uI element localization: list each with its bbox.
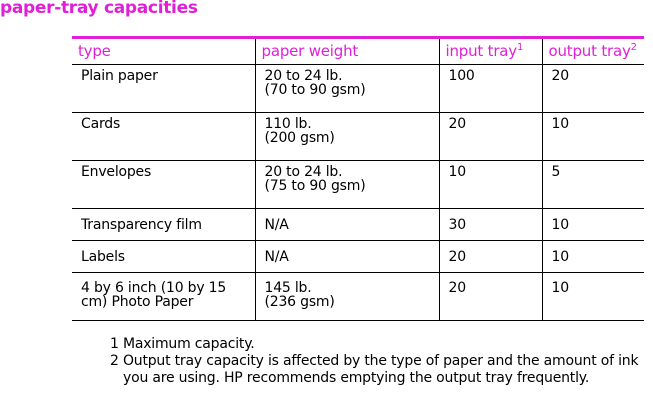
- cell-weight: 110 lb. (200 gsm): [255, 113, 439, 161]
- cell-output: 10: [542, 241, 644, 273]
- cell-type: 4 by 6 inch (10 by 15 cm) Photo Paper: [72, 273, 255, 321]
- cell-output: 20: [542, 65, 644, 113]
- footnote-ref-1: 1: [516, 42, 524, 53]
- capacity-table: [72, 36, 644, 321]
- cell-type: Cards: [72, 113, 255, 161]
- table-row: [72, 273, 644, 321]
- table-row: [72, 209, 644, 241]
- cell-weight: 20 to 24 lb. (70 to 90 gsm): [255, 65, 439, 113]
- header-input-tray: input tray$^1$: [439, 39, 542, 65]
- page-title: paper-tray capacities: [0, 0, 198, 18]
- cell-input: 100: [439, 65, 542, 113]
- table-row: [72, 161, 644, 209]
- table-header-row: [72, 39, 644, 65]
- cell-weight: N/A: [255, 241, 439, 273]
- header-output-tray: output tray$^2$: [542, 39, 644, 65]
- footnote-ref-2: 2: [630, 42, 637, 53]
- table-row: [72, 241, 644, 273]
- footnote-2: 2 Output tray capacity is affected by the type of paper and the amount of ink you are using. HP recommends emptying the output tray frequently.: [110, 353, 639, 386]
- footnote-1: 1 Maximum capacity.: [110, 336, 255, 352]
- cell-output: 10: [542, 113, 644, 161]
- cell-type: Envelopes: [72, 161, 255, 209]
- cell-input: 20: [439, 241, 542, 273]
- cell-weight: 145 lb. (236 gsm): [255, 273, 439, 321]
- cell-output: 5: [542, 161, 644, 209]
- cell-weight: N/A: [255, 209, 439, 241]
- cell-input: 20: [439, 113, 542, 161]
- cell-type: Transparency film: [72, 209, 255, 241]
- cell-input: 20: [439, 273, 542, 321]
- table-row: [72, 113, 644, 161]
- cell-input: 10: [439, 161, 542, 209]
- cell-output: 10: [542, 273, 644, 321]
- header-paper-weight: paper weight: [255, 39, 439, 65]
- cell-weight: 20 to 24 lb. (75 to 90 gsm): [255, 161, 439, 209]
- table-row: [72, 65, 644, 113]
- cell-type: Labels: [72, 241, 255, 273]
- cell-output: 10: [542, 209, 644, 241]
- cell-input: 30: [439, 209, 542, 241]
- footnotes: [110, 336, 653, 387]
- header-type: type: [72, 39, 255, 65]
- cell-type: Plain paper: [72, 65, 255, 113]
